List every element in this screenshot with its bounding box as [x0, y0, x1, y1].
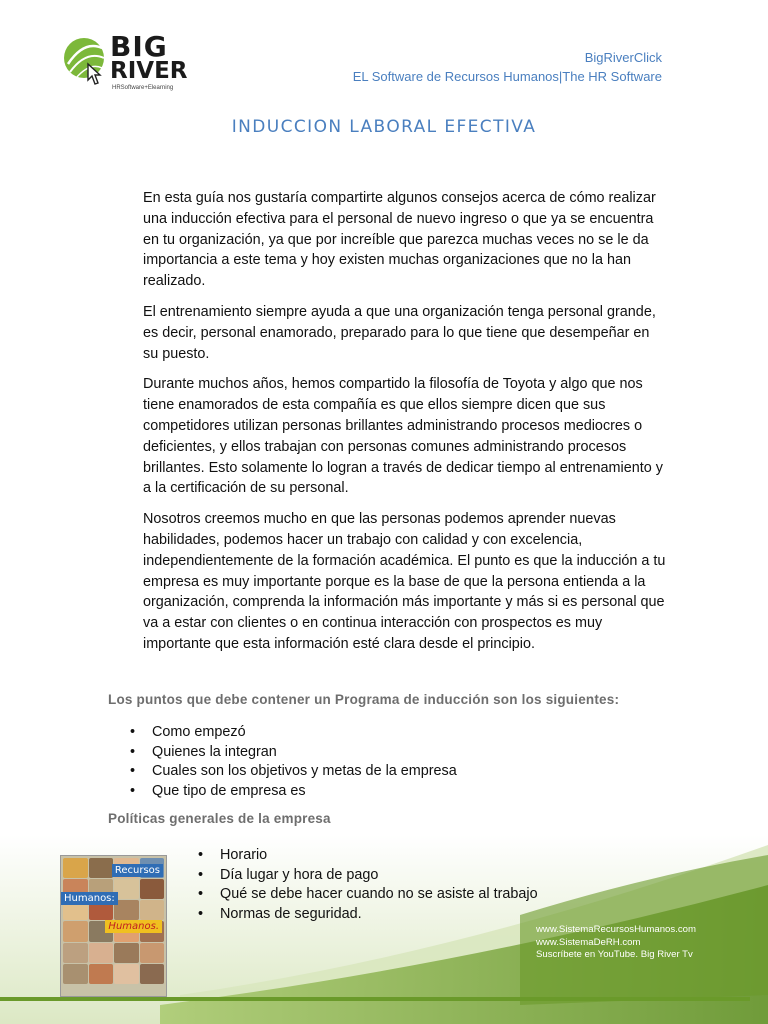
list-item: • Como empezó [130, 723, 457, 743]
list-item: • Quienes la integran [130, 743, 457, 763]
big-river-logo [62, 30, 192, 92]
section-heading-policies: Políticas generales de la empresa [108, 811, 331, 826]
footer-link-recursos[interactable]: www.SistemaRecursosHumanos.com [536, 924, 696, 935]
list-item: • Normas de seguridad. [198, 905, 538, 925]
paragraph-toyota: Durante muchos años, hemos compartido la filosofía de Toyota y algo que nos tiene enamorados de esta compañía es que ellos siempre dicen que sus competidores utilizan personas brillantes administrando procesos mediocres o deficientes, y ellos trabajan con personas comunes administrando procesos brillantes. Esto solamente lo logran a través de dedicar tiempo al entrenamiento y a la certificación de su personal. [143, 376, 663, 497]
logo-river: RIVER [110, 57, 188, 84]
document-title: INDUCCION LABORAL EFECTIVA [231, 117, 537, 137]
logo-tagline: HRSoftware+Elearning [112, 85, 174, 91]
footer-link-youtube[interactable]: Suscríbete en YouTube. Big River Tv [536, 949, 693, 960]
logo-globe-icon [62, 34, 110, 90]
body-text [143, 188, 668, 665]
book-label-recursos: Recursos [112, 864, 163, 877]
program-points-list [130, 723, 457, 801]
book-label-humanos-yellow: Humanos. [105, 920, 162, 933]
book-label-humanos: Humanos: [61, 892, 118, 905]
logo-wordmark [110, 30, 188, 84]
page-header [353, 48, 662, 86]
footer-link-sistemaderh[interactable]: www.SistemaDeRH.com [536, 936, 641, 948]
list-item: • Día lugar y hora de pago [198, 866, 538, 886]
section-heading-program: Los puntos que debe contener un Programa de inducción son los siguientes: [108, 692, 620, 707]
footer-links [536, 924, 696, 962]
list-item: • Cuales son los objetivos y metas de la empresa [130, 762, 457, 782]
paragraph-training: El entrenamiento siempre ayuda a que una organización tenga personal grande, es decir, personal enamorado, preparado para lo que tiene que desempeñar en su puesto. [143, 303, 656, 362]
paragraph-skills: Nosotros creemos mucho en que las personas podemos aprender nuevas habilidades, podemos hacer un trabajo con calidad y con excelencia, independientemente de la formación académica. El punto es que la inducción a tu empresa es muy importante porque es la base de que la persona entienda a la organización, comprenda la información más importante y más si es personal que va a estar con clientes o en continua interacción con prospectos es muy importante que esta información esté clara desde el principio. [143, 511, 666, 652]
paragraph-intro: En esta guía nos gustaría compartirte algunos consejos acerca de cómo realizar una inducción efectiva para el personal de nuevo ingreso o que ya se encuentra en tu organización, ya que por increíble que parezca muchas veces no se le da importancia a este tema y hoy existen muchas organizaciones que no la han realizado. [143, 190, 656, 290]
header-subtitle: EL Software de Recursos Humanos|The HR Software [352, 69, 662, 84]
list-item: • Que tipo de empresa es [130, 782, 457, 802]
list-item: • Horario [198, 846, 538, 866]
list-item: • Qué se debe hacer cuando no se asiste al trabajo [198, 885, 538, 905]
policies-list [198, 846, 538, 924]
header-company: BigRiverClick [584, 50, 662, 65]
book-cover-image [60, 855, 167, 997]
logo-big: BIG [110, 30, 168, 63]
